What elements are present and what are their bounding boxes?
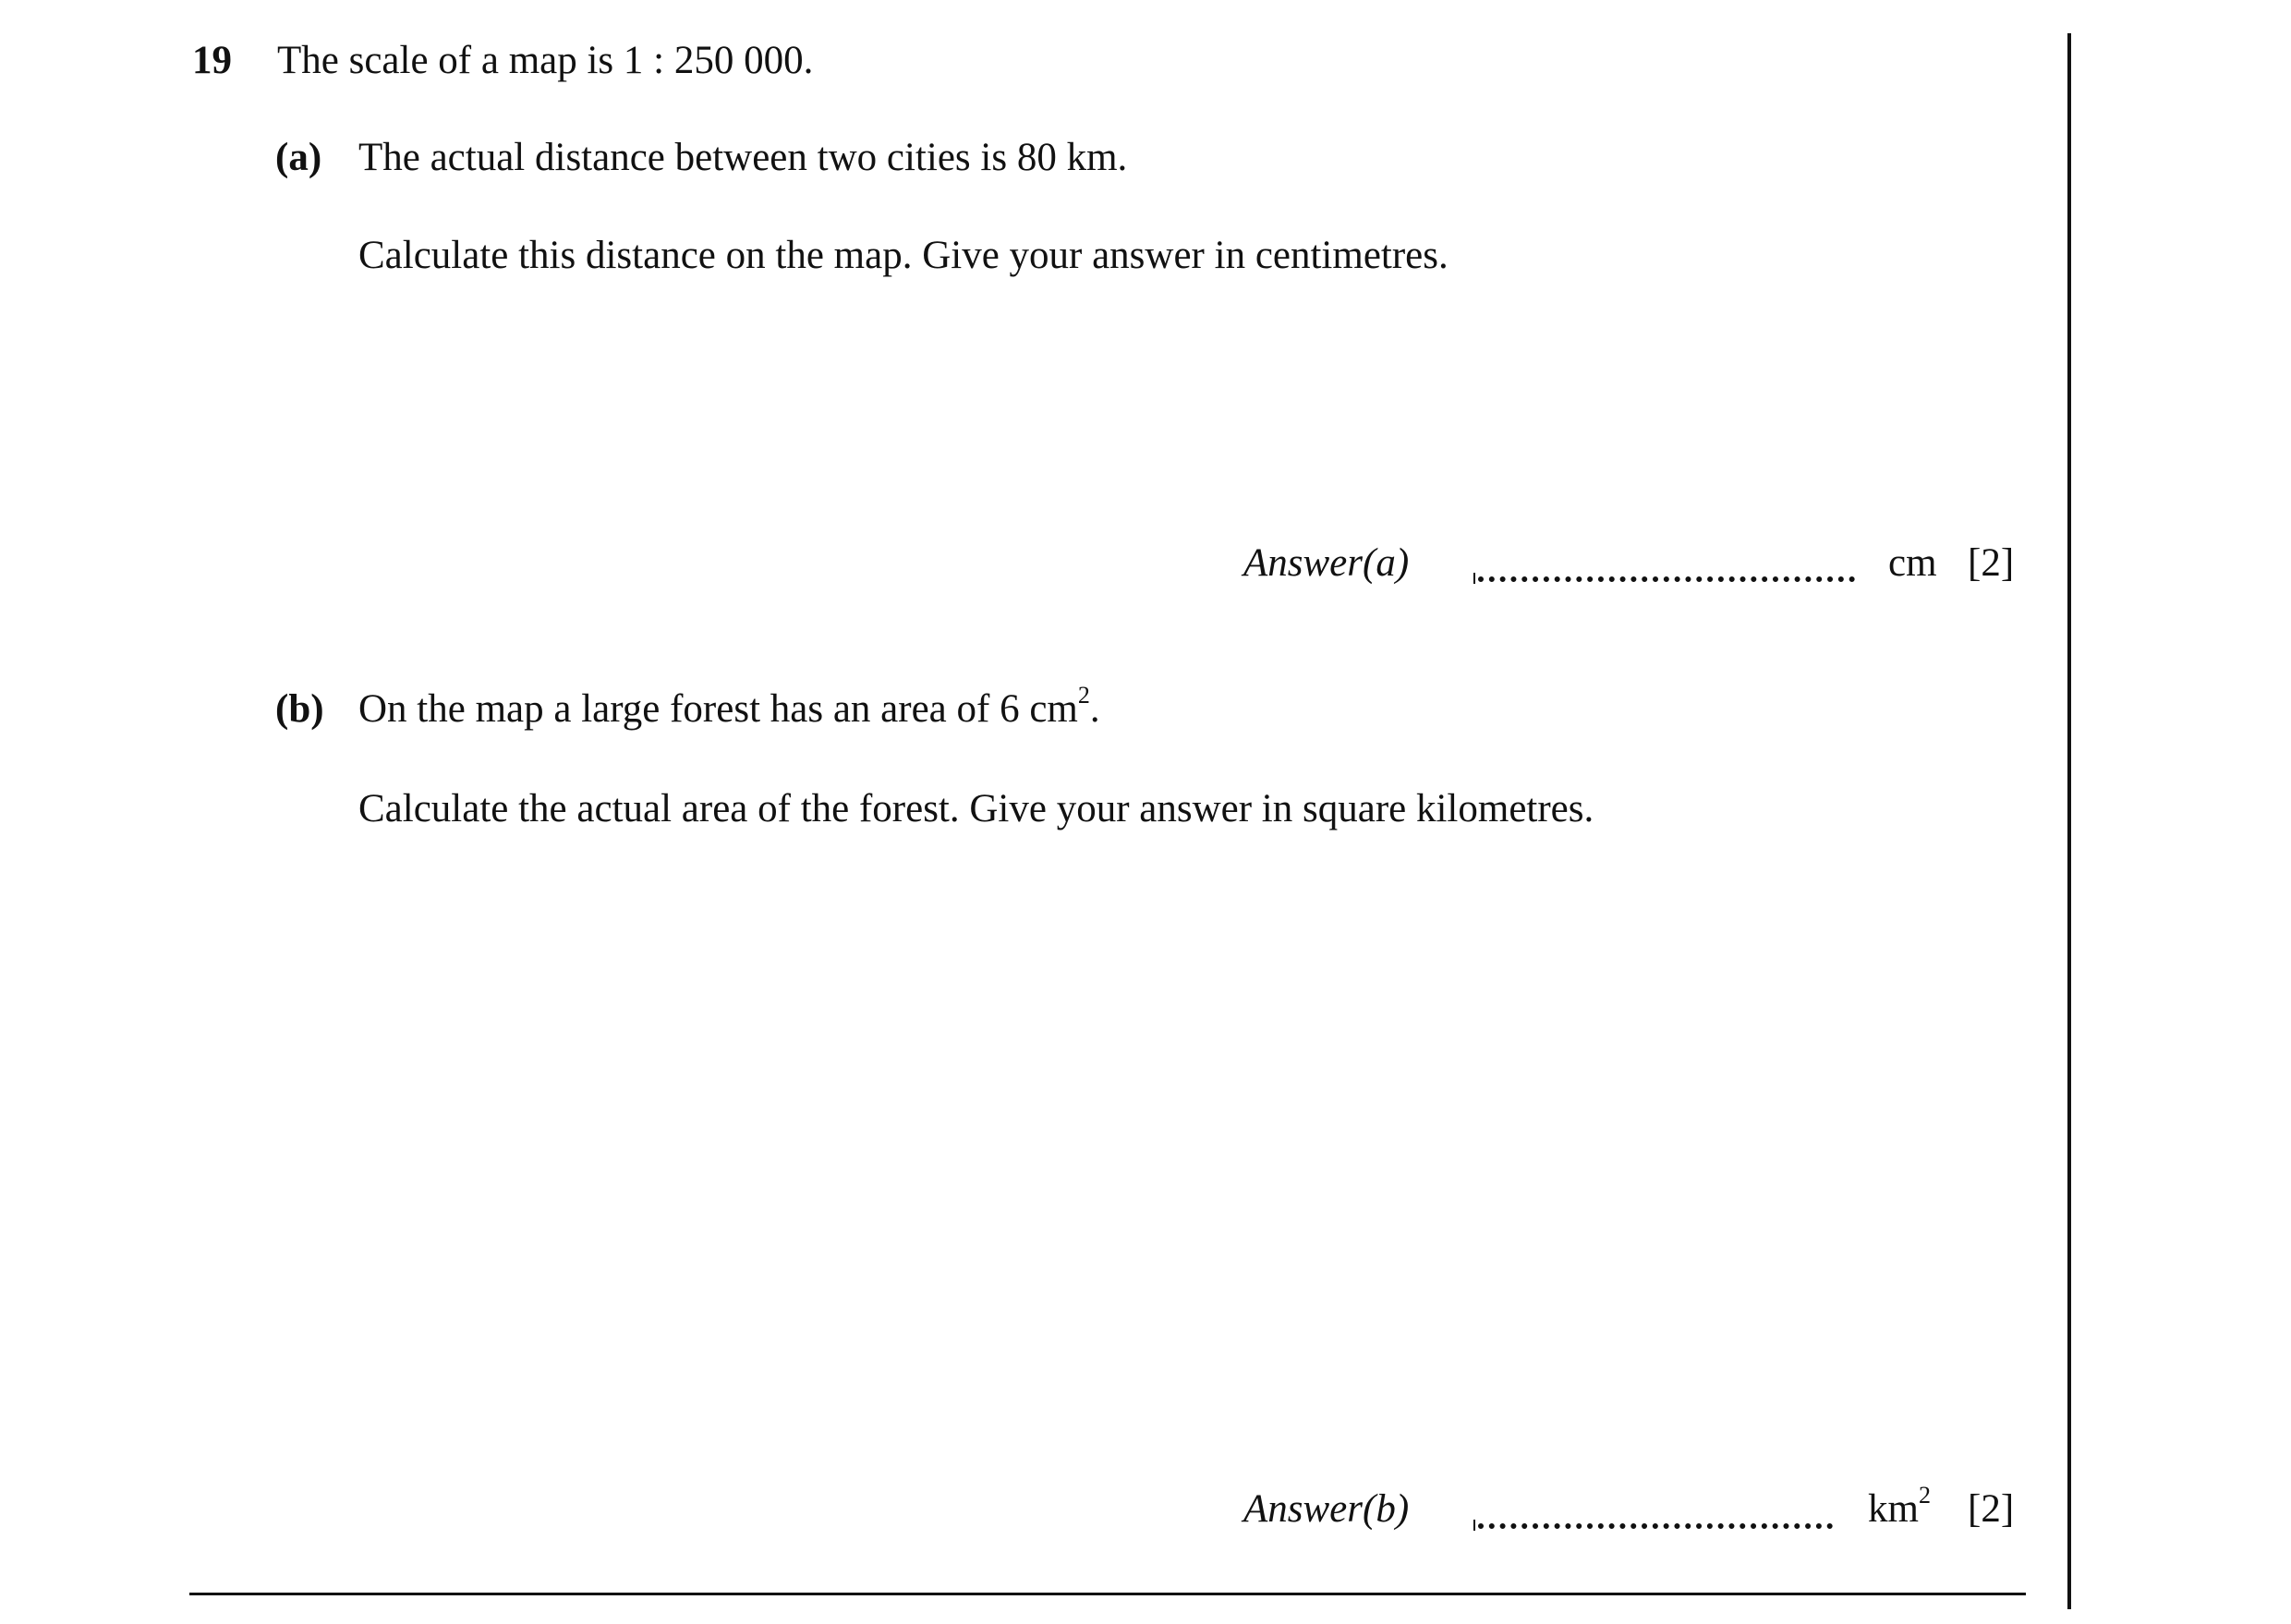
part-b-statement: On the map a large forest has an area of 6 $cm^2$.	[358, 682, 1100, 731]
answer-a-input-line[interactable]	[1478, 576, 1855, 582]
question-number: 19	[192, 39, 232, 82]
answer-b-input-line[interactable]	[1478, 1523, 1833, 1529]
part-b-statement-power: 2	[1077, 682, 1090, 709]
part-b-instruction: Calculate the actual area of the forest. Give your answer in square kilometres.	[358, 787, 1594, 830]
answer-b-line-tick	[1473, 1520, 1475, 1531]
answer-b-marks: [2]	[1968, 1487, 2015, 1531]
question-stem: The scale of a map is 1 : 250 000.	[277, 39, 814, 82]
answer-a-unit: cm	[1888, 541, 1937, 585]
answer-b-label: Answer(b)	[1243, 1487, 1410, 1531]
answer-a-label: Answer(a)	[1243, 541, 1410, 585]
answer-b-unit-power: 2	[1918, 1482, 1931, 1509]
answer-a-line-tick	[1473, 573, 1475, 584]
part-a-statement: The actual distance between two cities is 80 km.	[358, 136, 1128, 179]
part-a-instruction: Calculate this distance on the map. Give your answer in centimetres.	[358, 234, 1449, 277]
bottom-rule	[189, 1593, 2026, 1595]
part-a-label: (a)	[275, 136, 322, 179]
answer-b-unit: $km^2$	[1868, 1482, 1931, 1531]
right-margin-rule	[2067, 33, 2071, 1609]
answer-a-marks: [2]	[1968, 541, 2015, 585]
part-b-label: (b)	[275, 687, 324, 731]
